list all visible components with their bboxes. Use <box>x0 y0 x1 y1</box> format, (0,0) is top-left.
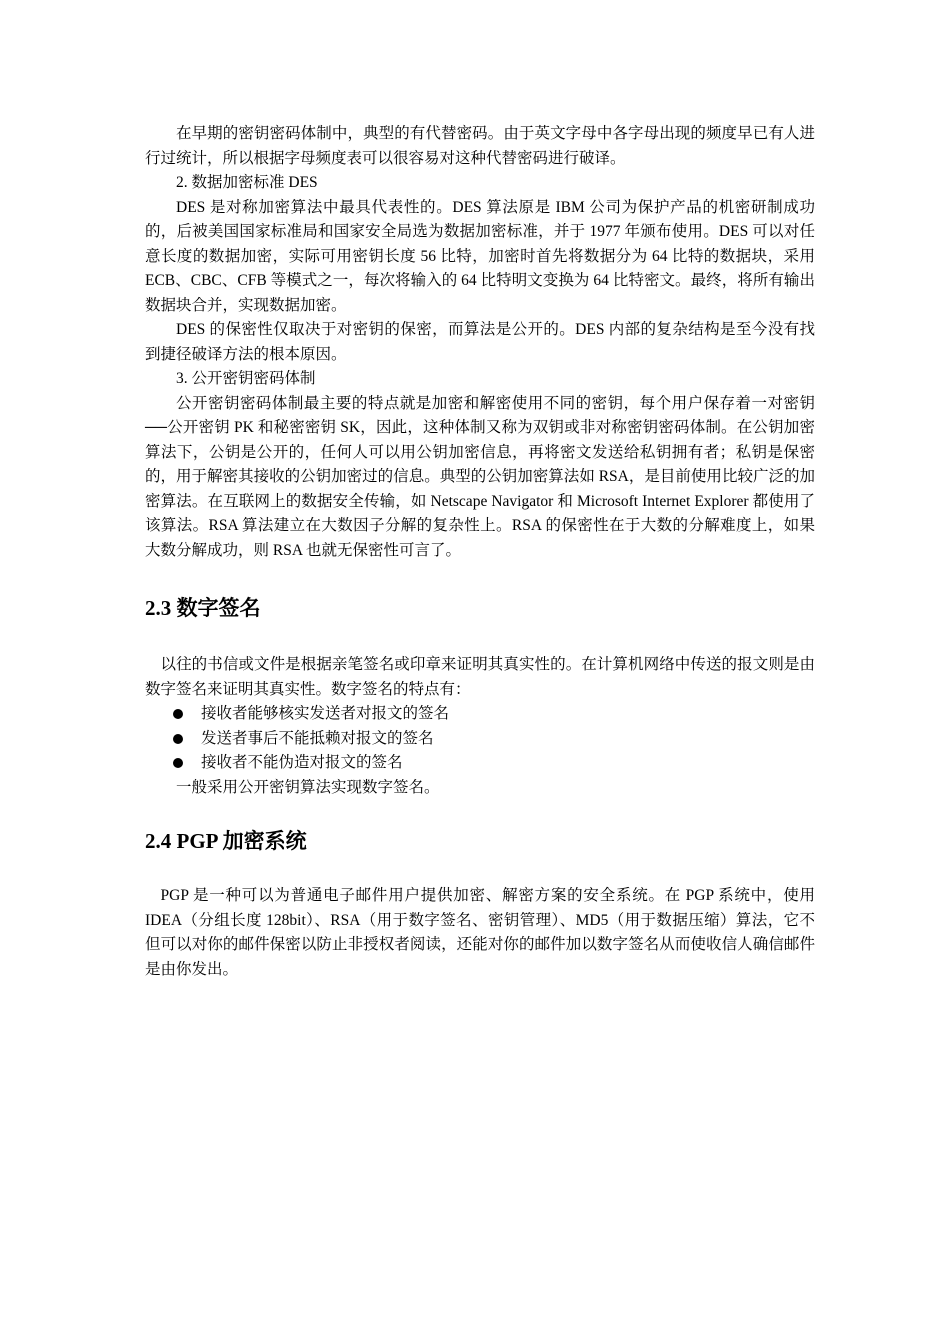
subheading-des: 2. 数据加密标准 DES <box>176 174 318 191</box>
paragraph-signature-closing: 一般采用公开密钥算法实现数字签名。 <box>176 778 440 796</box>
bullet-icon <box>173 709 183 719</box>
paragraph-des-intro: DES 是对称加密算法中最具代表性的。DES 算法原是 IBM 公司为保护产品的机密研制成功的，后被美国国家标准局和国家安全局选为数据加密标准，并于 1977 年颁布使用。DES 可以对任意长度的数据加密，实际可用密钥长度 56 比特，加密时首先将数据分为 64 比特的数据块，采用 ECB、CBC、CFB 等模式之一，每次将输入的 64 比特明文变换为 64 比特密文。最终，将所有输出数据块合并，实现数据加密。 <box>145 198 815 314</box>
paragraph-pgp: PGP 是一种可以为普通电子邮件用户提供加密、解密方案的安全系统。在 PGP 系统中，使用 IDEA（分组长度 128bit）、RSA（用于数字签名、密钥管理）、MD5（用于数据压缩）算法，它不但可以对你的邮件保密以防止非授权者阅读，还能对你的邮件加以数字签名从而使收信人确信邮件是由你发出。 <box>145 887 815 978</box>
heading-digital-signature: 2.3 数字签名 <box>145 596 261 620</box>
paragraph-substitution-cipher: 在早期的密钥密码体制中，典型的有代替密码。由于英文字母中各字母出现的频度早已有人进行过统计，所以根据字母频度表可以很容易对这种代替密码进行破译。 <box>145 125 815 167</box>
bullet-icon <box>173 758 183 768</box>
list-item: 接收者不能伪造对报文的签名 <box>145 751 815 776</box>
paragraph-public-key: 公开密钥密码体制最主要的特点就是加密和解密使用不同的密钥，每个用户保存着一对密钥──公开密钥 PK 和秘密密钥 SK，因此，这种体制又称为双钥或非对称密钥密码体制。在公钥加密算法下，公钥是公开的，任何人可以用公钥加密信息，再将密文发送给私钥拥有者；私钥是保密的，用于解密其接收的公钥加密过的信息。典型的公钥加密算法如 RSA，是目前使用比较广泛的加密算法。在互联网上的数据安全传输，如 Netscape Navigator 和 Microsoft Internet Explorer 都使用了该算法。RSA 算法建立在大数因子分解的复杂性上。RSA 的保密性在于大数的分解难度上，如果大数分解成功，则 RSA 也就无保密性可言了。 <box>145 394 815 559</box>
paragraph-signature-intro: 以往的书信或文件是根据亲笔签名或印章来证明其真实性的。在计算机网络中传送的报文则是由数字签名来证明其真实性。数字签名的特点有： <box>145 656 815 698</box>
list-item: 接收者能够核实发送者对报文的签名 <box>145 702 815 727</box>
subheading-public-key: 3. 公开密钥密码体制 <box>176 370 316 387</box>
document-body <box>145 122 815 982</box>
list-item: 发送者事后不能抵赖对报文的签名 <box>145 727 815 752</box>
paragraph-des-security: DES 的保密性仅取决于对密钥的保密，而算法是公开的。DES 内部的复杂结构是至今没有找到捷径破译方法的根本原因。 <box>145 321 815 363</box>
signature-features-list <box>145 702 815 776</box>
heading-pgp: 2.4 PGP 加密系统 <box>145 829 307 853</box>
bullet-icon <box>173 734 183 744</box>
